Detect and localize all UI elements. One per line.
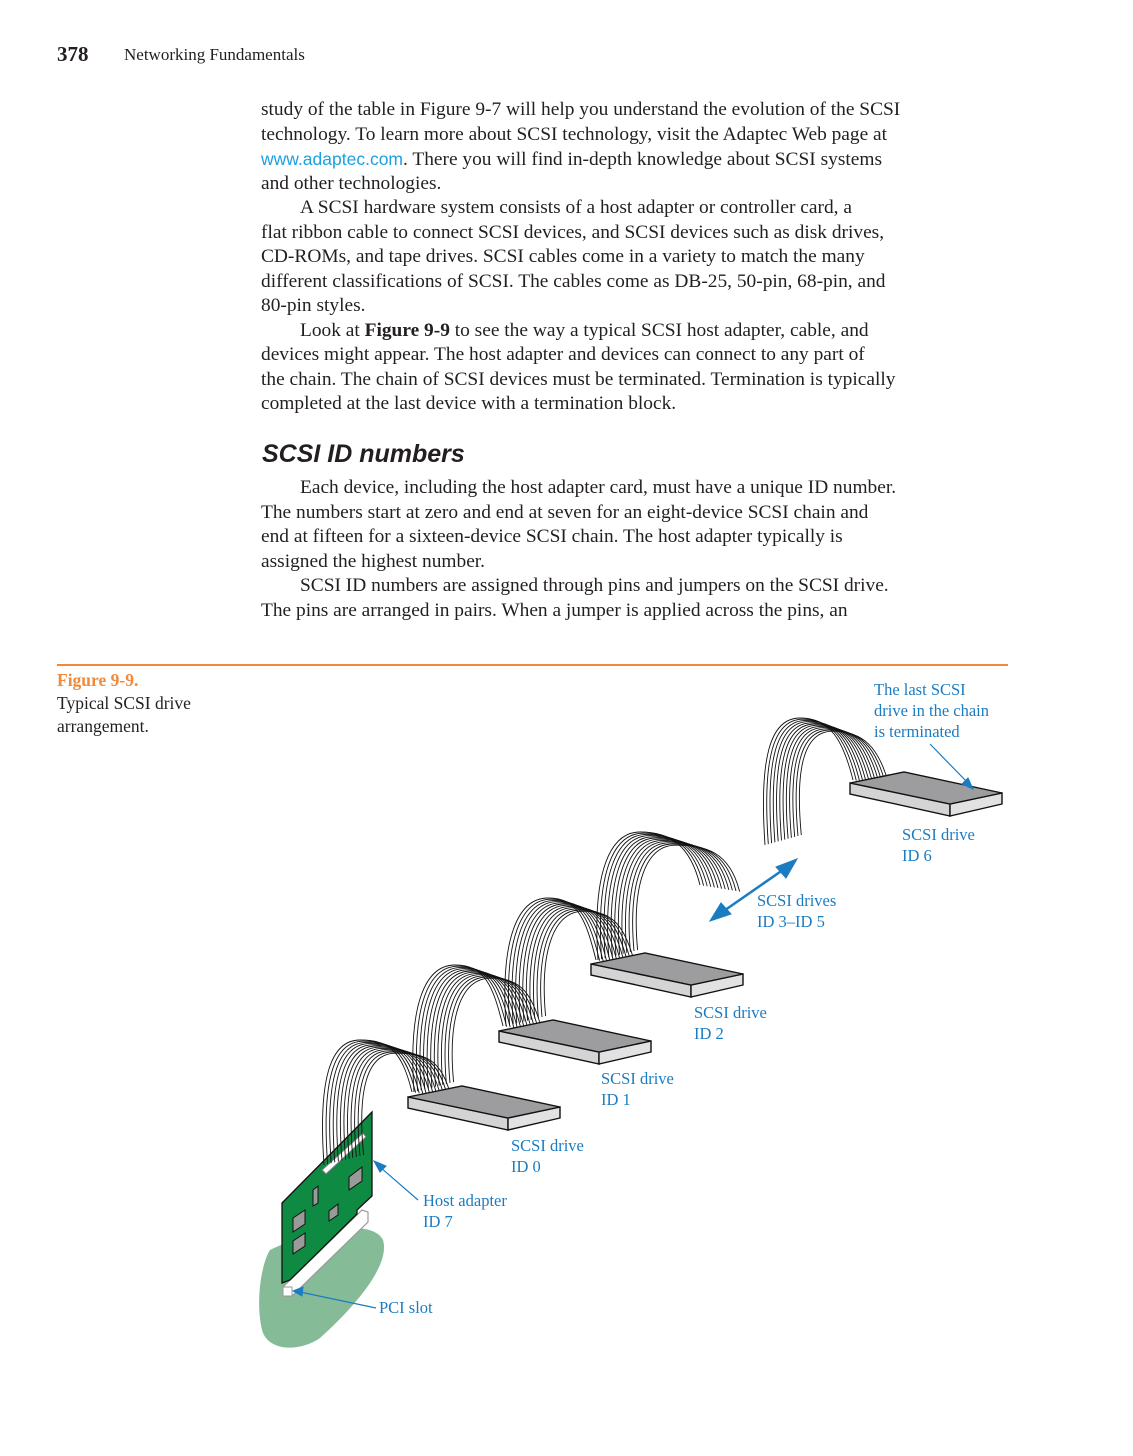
drive-id2 [591,953,743,997]
text-span: Look at [300,319,365,341]
cable-wire [508,899,599,1025]
text-line: SCSI ID numbers are assigned through pins and jumpers on the SCSI drive. [300,575,889,596]
label-drive-id6 [902,824,975,866]
caption-line: Typical SCSI drive [57,693,191,713]
adaptec-link[interactable]: www.adaptec.com [261,149,404,169]
text-line: A SCSI hardware system consists of a host adapter or controller card, a [300,197,852,218]
label-line: SCSI drive [601,1069,674,1088]
text-line: The numbers start at zero and end at seven for an eight-device SCSI chain and [261,501,869,523]
label-drive-id1 [601,1068,674,1110]
pci-slot-end [283,1287,292,1296]
text-line: 80-pin styles. [261,295,366,316]
text-line: and other technologies. [261,172,442,194]
arrowhead-icon [776,859,797,878]
cable-wire [512,900,603,1024]
label-line: ID 6 [902,846,932,865]
label-line: SCSI drive [902,825,975,844]
label-line: ID 2 [694,1024,724,1043]
label-line: Host adapter [423,1191,507,1210]
text-span: to see the way a typical SCSI host adapter, cable, and [449,319,869,341]
text-line: CD-ROMs, and tape drives. SCSI cables come in a variety to match the many [261,246,865,267]
text-line: flat ribbon cable to connect SCSI devices, and SCSI devices such as disk drives, [261,221,885,243]
caption-line: arrangement. [57,716,149,736]
running-title: Networking Fundamentals [124,45,305,64]
label-drives-id3-5 [757,890,836,932]
arrowhead-icon [710,903,731,921]
terminated-pointer [930,744,968,783]
label-last-drive-terminated [874,679,989,742]
text-line: The pins are arranged in pairs. When a jumper is applied across the pins, an [261,599,848,621]
label-drive-id0 [511,1135,584,1177]
text-line: completed at the last device with a termination block. [261,393,677,414]
label-line: ID 7 [423,1212,453,1231]
label-host-adapter [423,1190,507,1232]
host-adapter-pointer [380,1167,418,1200]
drive-id1 [499,1020,651,1064]
page-number: 378 [57,42,89,66]
text-line: devices might appear. The host adapter and devices can connect to any part of [261,344,865,365]
label-line: ID 1 [601,1090,631,1109]
label-line: SCSI drive [694,1003,767,1022]
label-line: ID 0 [511,1157,541,1176]
label-line: is terminated [874,722,960,741]
cable-wire [636,845,739,950]
cable-wire [629,843,732,952]
text-line: study of the table in Figure 9-7 will help you understand the evolution of the SCSI [261,99,901,120]
label-line: SCSI drive [511,1136,584,1155]
text-line: the chain. The chain of SCSI devices must be terminated. Termination is typically [261,368,896,390]
text-line: different classifications of SCSI. The cables come as DB-25, 50-pin, 68-pin, and [261,270,886,292]
section-heading: SCSI ID numbers [262,440,465,468]
cable-wire [505,898,596,1026]
cable-wire [416,966,506,1091]
cable-wire [420,967,510,1090]
label-line: drive in the chain [874,701,990,720]
label-line: ID 3–ID 5 [757,912,825,931]
cable-wire [516,902,607,1024]
drive-id0 [408,1086,560,1130]
drive-id6 [850,772,1002,816]
cable-id2-to-id3 [597,832,740,960]
cable-wire [633,844,736,951]
text-line: end at fifteen for a sixteen-device SCSI chain. The host adapter typically is [261,526,843,547]
text-span: . There you will find in-depth knowledge about SCSI systems [403,149,882,170]
label-drive-id2 [694,1002,767,1044]
text-line: Each device, including the host adapter card, must have a unique ID number. [300,477,897,498]
text-line: assigned the highest number. [261,550,486,572]
cable-wire [626,842,729,953]
figure-reference: Figure 9-9 [364,319,450,341]
label-line: The last SCSI [874,680,966,699]
text-line: technology. To learn more about SCSI technology, visit the Adaptec Web page at [261,123,888,145]
figure-number: Figure 9-9. [57,670,139,690]
label-pci-slot: PCI slot [379,1298,433,1317]
label-line: SCSI drives [757,891,837,910]
